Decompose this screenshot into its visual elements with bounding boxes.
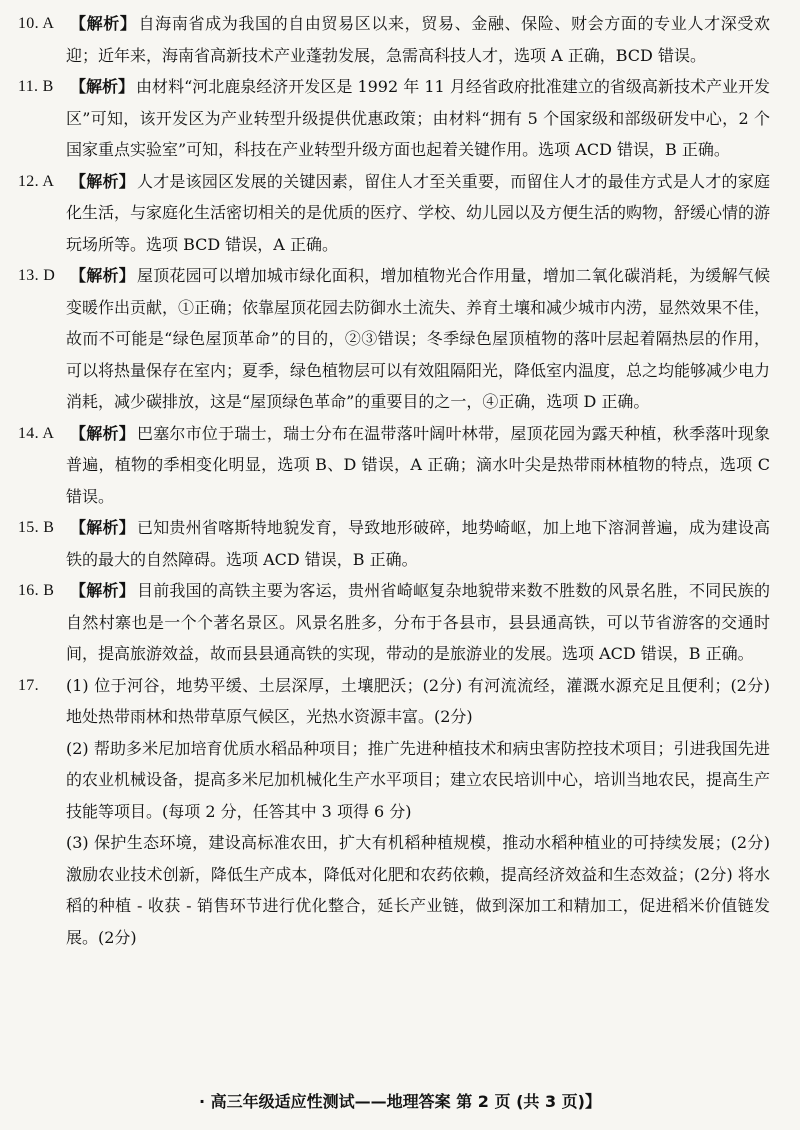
answer-item xyxy=(18,512,770,575)
analysis-tag: 【解析】 xyxy=(70,518,135,537)
answer-number: 17. xyxy=(18,676,39,694)
analysis-text: 巴塞尔市位于瑞士，瑞士分布在温带落叶阔叶林带，屋顶花园为露天种植，秋季落叶现象普遍，植物的季相变化明显，选项 B、D 错误，A 正确；滴水叶尖是热带雨林植物的特点，选项 C 错误。 xyxy=(66,423,770,506)
answer-number: 13. D xyxy=(18,267,56,284)
answer-explanation xyxy=(66,166,770,261)
answer-number: 15. B xyxy=(18,519,55,536)
answer-number: 16. B xyxy=(18,582,55,599)
analysis-text: 屋顶花园可以增加城市绿化面积，增加植物光合作用量，增加二氧化碳消耗，为缓解气候变暖作出贡献，①正确；依靠屋顶花园去防御水土流失、养育土壤和减少城市内涝，显然效果不佳，故而不可能是“绿色屋顶革命”的目的，②③错误；冬季绿色屋顶植物的落叶层起着隔热层的作用，可以将热量保存在室内；夏季，绿色植物层可以有效阻隔阳光，降低室内温度，总之均能够减少电力消耗，减少碳排放，这是“屋顶绿色革命”的重要目的之一，④正确，选项 D 正确。 xyxy=(66,266,771,411)
analysis-text: 由材料“河北鹿泉经济开发区是 1992 年 11 月经省政府批准建立的省级高新技术产业开发区”可知，该开发区为产业转型升级提供优惠政策；由材料“拥有 5 个国家级和部级研发中心，2 个国家重点实验室”可知，科技在产业转型升级方面也起着关键作用。选项 ACD 错误，B 正确。 xyxy=(66,77,770,159)
analysis-text: 人才是该园区发展的关键因素，留住人才至关重要，而留住人才的最佳方式是人才的家庭化生活，与家庭化生活密切相关的是优质的医疗、学校、幼儿园以及方便生活的购物，舒缓心情的游玩场所等。选项 BCD 错误，A 正确。 xyxy=(66,171,771,254)
answer-explanation xyxy=(66,8,770,71)
answer-item xyxy=(18,575,770,670)
answer-item xyxy=(18,166,770,261)
analysis-tag: 【解析】 xyxy=(70,14,137,33)
analysis-tag: 【解析】 xyxy=(70,581,135,600)
answer-17-part-2: (2) 帮助多米尼加培育优质水稻品种项目；推广先进种植技术和病虫害防控技术项目；引进我国先进的农业机械设备，提高多米尼加机械化生产水平项目；建立农民培训中心，培训当地农民，提高生产技能等项目。(每项 2 分，任答其中 3 项得 6 分) xyxy=(66,738,771,821)
answer-explanation xyxy=(66,71,770,166)
page-footer: · 高三年级适应性测试——地理答案 第 2 页 (共 3 页)】 xyxy=(199,1092,601,1111)
answer-item xyxy=(18,71,770,166)
answer-number: 14. A xyxy=(18,424,55,442)
answer-17-part-1: (1) 位于河谷，地势平缓、土层深厚，土壤肥沃；(2分) 有河流流经，灌溉水源充足且便利；(2分) 地处热带雨林和热带草原气候区，光热水资源丰富。(2分) xyxy=(66,675,770,726)
analysis-tag: 【解析】 xyxy=(70,77,135,96)
answer-explanation xyxy=(66,512,770,575)
answer-explanation xyxy=(66,418,770,513)
answer-item xyxy=(18,418,770,513)
answer-item-17 xyxy=(18,670,770,733)
analysis-text: 自海南省成为我国的自由贸易区以来，贸易、金融、保险、财会方面的专业人才深受欢迎；近年来，海南省高新技术产业蓬勃发展，急需高科技人才，选项 A 正确，BCD 错误。 xyxy=(66,14,770,65)
analysis-text: 已知贵州省喀斯特地貌发育，导致地形破碎，地势崎岖，加上地下溶洞普遍，成为建设高铁的最大的自然障碍。选项 ACD 错误，B 正确。 xyxy=(66,518,770,569)
answer-list xyxy=(18,8,770,670)
answer-explanation xyxy=(66,575,770,670)
answer-17-part-3: (3) 保护生态环境，建设高标准农田，扩大有机稻种植规模，推动水稻种植业的可持续发展；(2分) 激励农业技术创新，降低生产成本，降低对化肥和农药依赖，提高经济效益和生态效益；(2分) 将水稻的种植 - 收获 - 销售环节进行优化整合，延长产业链，做到深加工和精加工，促进稻米价值链发展。(2分) xyxy=(66,833,770,947)
analysis-tag: 【解析】 xyxy=(70,266,135,285)
answer-number: 11. B xyxy=(18,78,54,95)
answer-item xyxy=(18,260,770,418)
answer-number: 10. A xyxy=(18,15,55,32)
analysis-tag: 【解析】 xyxy=(70,171,135,191)
answer-item xyxy=(18,8,770,71)
answer-number: 12. A xyxy=(18,172,55,190)
analysis-text: 目前我国的高铁主要为客运，贵州省崎岖复杂地貌带来数不胜数的风景名胜，不同民族的自然村寨也是一个个著名景区。风景名胜多，分布于各县市，县县通高铁，可以节省游客的交通时间，提高旅游效益，故而县县通高铁的实现，带动的是旅游业的发展。选项 ACD 错误，B 正确。 xyxy=(66,581,770,663)
analysis-tag: 【解析】 xyxy=(70,423,135,443)
answer-explanation xyxy=(66,260,770,418)
